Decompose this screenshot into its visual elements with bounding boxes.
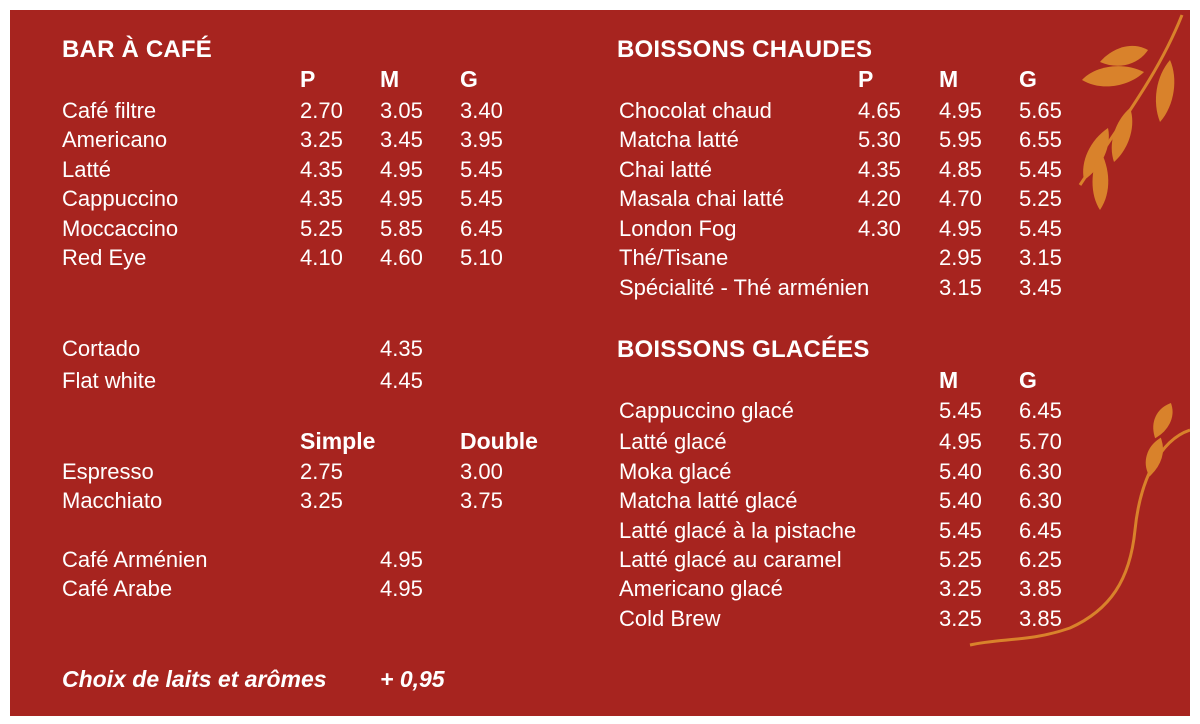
item-name: Cold Brew bbox=[619, 606, 721, 631]
price-m: 4.95 bbox=[939, 429, 982, 454]
item-name: Macchiato bbox=[62, 488, 163, 513]
price-p: 4.35 bbox=[300, 157, 343, 182]
price-m: 4.95 bbox=[380, 157, 423, 182]
price-g: 5.70 bbox=[1019, 429, 1062, 454]
item-name: Spécialité - Thé arménien bbox=[619, 275, 870, 300]
price-p: 2.70 bbox=[300, 98, 343, 123]
item-name: Cortado bbox=[62, 336, 141, 361]
price-m: 3.25 bbox=[939, 576, 982, 601]
item-name: Masala chai latté bbox=[619, 186, 785, 211]
item-name: Latté glacé bbox=[619, 429, 727, 454]
price-g: 3.85 bbox=[1019, 606, 1062, 631]
price-g: 3.85 bbox=[1019, 576, 1062, 601]
price-m: 3.25 bbox=[939, 606, 982, 631]
price-m: 2.95 bbox=[939, 245, 982, 270]
item-name: Matcha latté glacé bbox=[619, 488, 798, 513]
iced-col-g: G bbox=[1019, 367, 1037, 393]
bar-col-g: G bbox=[460, 66, 478, 92]
pomegranate-outline-icon bbox=[970, 405, 1190, 645]
item-name: Flat white bbox=[62, 368, 157, 393]
hot-section-title: BOISSONS CHAUDES bbox=[617, 36, 873, 63]
price-m: 4.85 bbox=[939, 157, 982, 182]
item-name: Chocolat chaud bbox=[619, 98, 772, 123]
price-p: 5.30 bbox=[858, 127, 901, 152]
hot-col-g: G bbox=[1019, 66, 1037, 92]
price-m: 5.85 bbox=[380, 216, 423, 241]
price-g: 5.45 bbox=[1019, 216, 1062, 241]
price-m: 4.95 bbox=[939, 98, 982, 123]
price-simple: 3.25 bbox=[300, 488, 343, 513]
price-m: 4.95 bbox=[939, 216, 982, 241]
bar-col-m: M bbox=[380, 66, 400, 92]
price-p: 4.35 bbox=[858, 157, 901, 182]
iced-col-m: M bbox=[939, 367, 959, 393]
price-m: 5.40 bbox=[939, 488, 982, 513]
iced-section-title: BOISSONS GLACÉES bbox=[617, 336, 870, 363]
item-name: Moccaccino bbox=[62, 216, 179, 241]
item-name: Latté glacé au caramel bbox=[619, 547, 842, 572]
price-g: 6.45 bbox=[460, 216, 503, 241]
price-g: 6.45 bbox=[1019, 518, 1062, 543]
price-g: 3.15 bbox=[1019, 245, 1062, 270]
price-m: 4.70 bbox=[939, 186, 982, 211]
item-name: Espresso bbox=[62, 459, 154, 484]
item-name: London Fog bbox=[619, 216, 737, 241]
price-g: 3.45 bbox=[1019, 275, 1062, 300]
item-name: Matcha latté bbox=[619, 127, 739, 152]
col-double: Double bbox=[460, 428, 538, 454]
price-m: 3.45 bbox=[380, 127, 423, 152]
item-name: Latté bbox=[62, 157, 111, 182]
price: 4.45 bbox=[380, 368, 423, 393]
price-p: 4.30 bbox=[858, 216, 901, 241]
price-g: 5.45 bbox=[1019, 157, 1062, 182]
price-m: 5.25 bbox=[939, 547, 982, 572]
leaf-branch-icon bbox=[1080, 15, 1182, 210]
price: 4.35 bbox=[380, 336, 423, 361]
item-name: Red Eye bbox=[62, 245, 147, 270]
price-double: 3.75 bbox=[460, 488, 503, 513]
hot-col-p: P bbox=[858, 66, 874, 92]
price-p: 4.65 bbox=[858, 98, 901, 123]
price-p: 4.35 bbox=[300, 186, 343, 211]
item-name: Americano bbox=[62, 127, 168, 152]
price-m: 4.60 bbox=[380, 245, 423, 270]
menu-board bbox=[10, 10, 1190, 716]
item-name: Thé/Tisane bbox=[619, 245, 729, 270]
item-name: Café Arabe bbox=[62, 576, 173, 601]
price-g: 5.65 bbox=[1019, 98, 1062, 123]
price-double: 3.00 bbox=[460, 459, 503, 484]
price-g: 5.45 bbox=[460, 186, 503, 211]
item-name: Chai latté bbox=[619, 157, 712, 182]
bar-section-title: BAR À CAFÉ bbox=[62, 36, 212, 63]
price-m: 4.95 bbox=[380, 186, 423, 211]
item-name: Cappuccino glacé bbox=[619, 398, 794, 423]
price-m: 3.15 bbox=[939, 275, 982, 300]
price-g: 3.40 bbox=[460, 98, 503, 123]
footer-price: + 0,95 bbox=[380, 666, 445, 692]
price-m: 3.05 bbox=[380, 98, 423, 123]
decoration-layer bbox=[10, 10, 1190, 716]
price-g: 5.10 bbox=[460, 245, 503, 270]
price-g: 5.25 bbox=[1019, 186, 1062, 211]
price-p: 4.10 bbox=[300, 245, 343, 270]
price-g: 6.30 bbox=[1019, 488, 1062, 513]
item-name: Moka glacé bbox=[619, 459, 732, 484]
price: 4.95 bbox=[380, 547, 423, 572]
bar-col-p: P bbox=[300, 66, 316, 92]
price-g: 6.45 bbox=[1019, 398, 1062, 423]
price-g: 5.45 bbox=[460, 157, 503, 182]
item-name: Latté glacé à la pistache bbox=[619, 518, 857, 543]
price-simple: 2.75 bbox=[300, 459, 343, 484]
item-name: Café Arménien bbox=[62, 547, 208, 572]
item-name: Americano glacé bbox=[619, 576, 783, 601]
price-g: 6.25 bbox=[1019, 547, 1062, 572]
price-p: 3.25 bbox=[300, 127, 343, 152]
col-simple: Simple bbox=[300, 428, 376, 454]
price-p: 5.25 bbox=[300, 216, 343, 241]
price-m: 5.40 bbox=[939, 459, 982, 484]
price: 4.95 bbox=[380, 576, 423, 601]
price-m: 5.45 bbox=[939, 398, 982, 423]
footer-note: Choix de laits et arômes bbox=[62, 666, 327, 692]
price-g: 3.95 bbox=[460, 127, 503, 152]
price-g: 6.55 bbox=[1019, 127, 1062, 152]
hot-col-m: M bbox=[939, 66, 959, 92]
item-name: Café filtre bbox=[62, 98, 157, 123]
price-m: 5.95 bbox=[939, 127, 982, 152]
price-p: 4.20 bbox=[858, 186, 901, 211]
price-m: 5.45 bbox=[939, 518, 982, 543]
price-g: 6.30 bbox=[1019, 459, 1062, 484]
item-name: Cappuccino bbox=[62, 186, 179, 211]
